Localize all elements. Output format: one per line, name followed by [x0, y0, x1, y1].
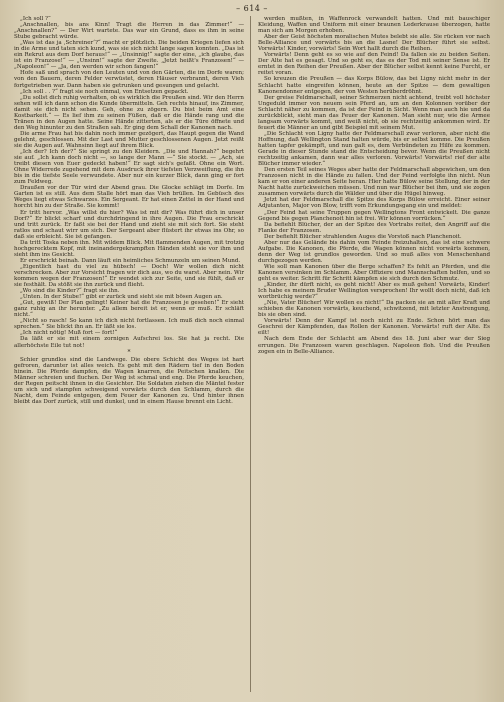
paragraph: „Was ist das ja ,Schreiner‘?“ macht er plötzlich. Die beiden Kriegen liefen sich in die Arme und taten sich kund, was sie sich nicht lange sagen konnten. „Das ist ein Rekrut aus dem Dorf heraus!“ — „Unsinnig!“ sagte der eine, „ich glaube, das ist ein Franzose!“ — „Unsinn!“ sagte der Zweite. „Jetzt heißt's Franzosen!“ — „Napoleon!“ — „Ja, den werden wir schon fangen!“	[14, 40, 244, 71]
paragraph: Da befiehlt Blücher, der an der Spitze des Vortrabs reitet, den Angriff auf die Flanke der Franzosen.	[258, 221, 490, 234]
paragraph: So kreuzen die Preußen — das Korps Bülow, das bei Ligny nicht mehr in der Schlacht hatte eingreifen können, heute an der Spitze — dem gewaltigen Kanonendonner entgegen, der von Westen herüberdröhnt.	[258, 76, 490, 95]
paragraph: Schier grundlos sind die Landwege. Die obere Schicht des Weges ist hart gefroren, darunter ist alles weich. Es geht mit den Rädern tief in den Boden hinein. Die Pferde dampfen, die Wagen knarren, die Peitschen knallen. Die Männer schreien und fluchen. Der Weg ist schmal und eng. Die Pferde keuchen, der Regen peitscht ihnen in die Gesichter. Die Soldaten ziehen die Mäntel fester um sich und stampfen schweigend vorwärts durch den Schlamm, durch die Nacht, dem Feinde entgegen, dem Feuer der Kanonen zu. Und hinter ihnen bleibt das Dorf zurück, still und dunkel, und in einem Hause brennt ein Licht.	[14, 356, 244, 405]
paragraph: „Gut, gewiß! Der Plan gelingt! Keiner hat die Franzosen je gesehen!“ Er sieht ganz ruhig an ihr herunter. „Zu allem bereit ist er, wenn er muß. Er schläft nicht.“	[14, 300, 244, 319]
paragraph: Da tritt Toska neben ihn. Mit wildem Blick. Mit flammenden Augen, mit trotzig hochgerecktem Kopf, mit ineinandergekrampften Händen steht sie vor ihm und sieht ihm ins Gesicht.	[14, 239, 244, 258]
paragraph: „Eigentlich hast du viel zu hübsch! — Doch! Wir wollen dich nicht verschrecken. Aber zur Vorsicht fragen wir dich aus, wo du warst. Aber nein. Wir kommen wegen der Franzosen!“ Er wendet sich zur Seite, und sie fühlt, daß er sie festhält. Da stößt sie ihn zurück und flieht.	[14, 263, 244, 289]
paragraph: Die arme Frau hat bis dahin noch immer gezögert, das Haupt gegen die Wand gelehnt, geschlossen. Mit der Last und Mutter geschlossenen Augen. Jetzt reißt sie die Augen auf. Wahnsinn liegt auf ihrem Blick.	[14, 130, 244, 149]
paragraph: Aber nur das Gelände bis dahin vom Feinde freizuhalten, das ist eine schwere Aufgabe. Die Kanonen, die Pferde, die Wagen können nicht vorwärts kommen, denn der Weg ist grundlos geworden. Und so muß alles von Menschenhand durchgezogen werden.	[258, 239, 490, 264]
paragraph: Hofe saß und sprach von den Leuten und von den Gärten, die im Dorfe waren; von den Bauern, deren Felder verwüstet, deren Häuser verbrannt, deren Vieh fortgetrieben war. Dann haben sie getrunken und gesungen und gelacht.	[14, 70, 244, 89]
paragraph: Vorwärts! Denn geht es so wie auf den Feind! Da fallen sie zu beiden Seiten. Der Alte hat es gesagt. Und so geht es, das es der Tod mit seiner Sense ist. Er erntet in den Reihen der Preußen. Aber der Blücher selbst kennt keine Furcht, er reitet voran.	[258, 52, 490, 77]
paragraph: Draußen vor der Tür wird der Abend grau. Die Glocke schlägt im Dorfe. Im Garten ist es still. Aus dem Stalle hört man das Vieh brüllen. Im Gebüsch des Weges liegt etwas Schwarzes. Ein Sergeant. Er hat einen Zettel in der Hand und horcht hin zu der Straße. Sie kommt!	[14, 185, 244, 210]
paragraph: Vorwärts! Denn der Kampf ist noch nicht zu Ende. Schon hört man das Geschrei der Kämpfenden, das Rollen der Kanonen. Vorwärts! ruft der Alte. Es eilt!	[258, 318, 490, 337]
paragraph: „Kinder, ihr dürft nicht, es geht nicht! Aber es muß gehen! Vorwärts, Kinder! Ich habe es meinem Bruder Wellington versprochen! Ihr wollt doch nicht, daß ich wortbrüchig werde?“	[258, 282, 490, 301]
paragraph: „Die Schlacht von Ligny hatte der Feldmarschall zwar verloren, aber nicht die Hoffnung, daß Wellington Stand halten würde, bis er selbst komme. Die Preußen hatten tapfer gekämpft, und nun galt es, dem Verbündeten zu Hilfe zu kommen. Gerade in dieser Stunde stand die Entscheidung bevor. Wenn die Preußen nicht rechtzeitig ankamen, dann war alles verloren. Vorwärts! Vorwärts! rief der alte Blücher immer wieder.“	[258, 130, 490, 168]
paragraph: Der befiehlt Blücher strahlenden Auges die Vorstoß nach Planchenoit.	[264, 233, 462, 240]
paragraph: „Unten. In der Stube!“ gibt er zurück und sieht sie mit bösen Augen an.	[20, 294, 223, 301]
section-separator: *	[127, 348, 131, 356]
paragraph: Der greise Feldmarschall, seiner Schmerzen nicht achtend, treibt voll höchster Ungeduld immer von neuem sein Pferd an, um an den Kolonnen vorüber der Schlacht näher zu kommen, da ist der Feind in Sicht. Wenn man auch hie und da zurückblickt, sieht man das Feuer der Kanonen. Man sieht nur, wie die Armee langsam vorwärts kommt, und weiß nicht, ob sie rechtzeitig ankommen wird. Er feuert die Männer an und gibt Beispiel mit seinem Mut.	[258, 94, 490, 131]
paragraph: Er tritt hervor. „Was willst du hier? Was ist mit dir? Was führt dich in unser Dorf?“ Er blickt scharf und durchdringend in ihre Augen. Die Frau erschrickt und tritt zurück. Er faßt sie bei der Hand und zieht sie mit sich fort. Sie steht ratlos und schaut wirr um sich. Der Sergeant aber flüstert ihr etwas ins Ohr, so daß sie erbleicht. Sie ist gefangen.	[14, 209, 244, 240]
paragraph: Er erschrickt beinah. Dann läuft ein heimliches Schmunzeln um seinen Mund.	[20, 257, 241, 264]
right-column	[258, 16, 490, 696]
paragraph: Da läßt er sie mit einem zornigen Aufschrei los. Sie hat ja recht. Die allerhöchste Eile tut not!	[14, 336, 244, 349]
paragraph: Jetzt hat der Feldmarschall die Spitze des Korps Bülow erreicht. Einer seiner Adjutanten, Major von Blow, trifft vom Erkundungsgang ein und meldet:	[258, 197, 490, 210]
paragraph: „Ich soll ?“	[20, 16, 51, 22]
left-column	[14, 16, 244, 696]
paragraph: „Ich der? Ich der?“ Sie springt zu den Kleidern. „Die und Hannah?“ begehrt sie auf. „Ich kann doch nicht —, so lange der Mann —“ Sie stockt. — „Ach, sie treibt diesen von Euer gedeckt haben!“ Er sagt sich's gefaßt. Ohne ein Wort. Ohne Widerrede zugehend mit dem Ausdruck ihrer tiefsten Verzweiflung, die ihn bis in die tiefste Seele verwundete. Aber nur ein kurzer Blick, dann ging er fort zum Feldweg.	[14, 149, 244, 186]
paragraph: Wie soll man Kanonen über die Berge schaffen? Es fehlt an Pferden, und die Kanonen versinken im Schlamm. Aber Offiziere und Mannschaften helfen, und so geht es weiter. Schritt für Schritt kämpfen sie sich durch den Schmutz.	[258, 263, 490, 283]
paragraph: „Der Feind hat seine Truppen gegen Wellingtons Front entwickelt. Die ganze Gegend bis gegen Planchenoit hin ist frei. Wir können vorrücken.“	[258, 209, 490, 222]
paragraph: „Anschnallen, bis ans Kinn! Tragt die Herren in das Zimmer!“ — „Anschnallen?“ — Der Wirt wartete. Das war ein Grund, dass es ihm in seine Stube gebracht würde.	[14, 22, 244, 41]
paragraph: „Wo sind die Kinder?“ fragt sie ihn.	[20, 288, 120, 295]
column-divider	[250, 16, 251, 692]
paragraph: „Du sollst dich ruhig verhalten, ob es wirklich die Preußen sind. Wir den Herrn sehen will ich dann schon die Kunde übermitteln. Geh rechts hinauf, ins Zimmer, damit sie dich nicht sehen. Geh, ohne zu zögern. Du bist beim Amt eine Kostbarkeit.“ — Es lief ihm zu seinen Füßen, daß er die Hände rang und die Tränen in den Augen hatte. Seine Hände zitterten, als er die Türe öffnete und den Weg hinunter zu den Straßen sah. Er ging dem Schall der Kanonen nach.	[14, 94, 244, 131]
paragraph: Nach dem Ende der Schlacht am Abend des 18. Juni aber war der Sieg errungen. Die Franzosen waren geschlagen. Napoleon floh. Und die Preußen zogen ein in Belle-Alliance.	[258, 336, 490, 355]
paragraph: Den ersten Teil seines Weges aber hatte der Feldmarschall abgewichen, um den Franzosen nicht in die Hände zu fallen. Und der Feind verfolgte ihn nicht. Nun kam er von einer anderen Seite heran. Hier hatte Bülow seine Stellung, der in der Nacht hatte zurückweichen müssen. Und nun war Blücher bei ihm, und sie zogen zusammen vorwärts durch die Wälder und über die Hügel hinweg.	[258, 167, 490, 198]
page-number: – 614 –	[236, 4, 268, 13]
paragraph: „Nie, Vater Blücher! Wir wollen es nicht!“ Da packen sie an mit aller Kraft und schieben die Kanonen vorwärts, keuchend, schwitzend, mit letzter Anstrengung, bis sie oben sind.	[258, 300, 490, 319]
paragraph: „Ich soll . . ?“ fragt sie noch einmal, von Entsetzen gepackt.	[20, 88, 189, 95]
paragraph: werden mußten, in Waffenrock verwandelt hatten. Und mit bauschiger Kleidung, Waffen und Uniform mit einer braunen Lederkrause überzogen, hatte man sich am Morgen erhoben.	[258, 16, 490, 35]
paragraph: „Nicht so rasch! So kann ich dich nicht fortlassen. Ich muß dich noch einmal sprechen.“ Sie blickt ihn an. Er läßt sie los.	[14, 318, 244, 331]
paragraph: „Ich nicht nötig! Muß fort — fort!“	[20, 330, 118, 337]
paragraph: Aber der Geist höchsten moralischen Mutes belebt sie alle. Sie rücken vor nach Belle-Alliance und vorwärts bis an die Lasne! Der Blücher führt sie selbst. Vorwärts! Kinder, vorwärts! Sein Wort hallt durch die Reihen.	[258, 34, 490, 53]
